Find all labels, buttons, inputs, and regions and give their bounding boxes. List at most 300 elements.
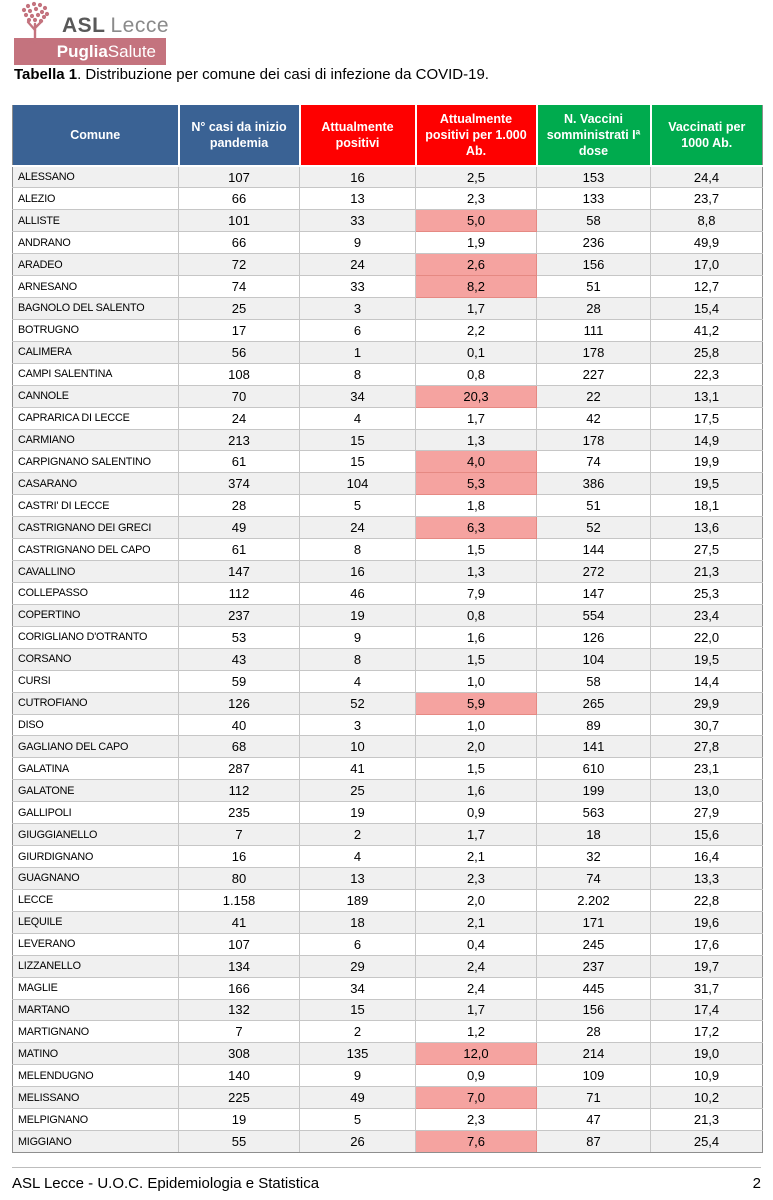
cell-positivi-per-1000: 2,0: [416, 889, 537, 911]
cell-comune: CARPIGNANO SALENTINO: [13, 451, 179, 473]
cell-vaccini-prima-dose: 51: [537, 495, 651, 517]
cell-attualmente-positivi: 13: [300, 868, 416, 890]
cell-casi-totali: 7: [179, 1021, 300, 1043]
cell-positivi-per-1000: 0,1: [416, 341, 537, 363]
salute-text: Salute: [107, 41, 156, 61]
table-title-rest: . Distribuzione per comune dei casi di infezione da COVID-19.: [77, 66, 489, 83]
cell-positivi-per-1000: 5,0: [416, 210, 537, 232]
cell-vaccini-prima-dose: 109: [537, 1065, 651, 1087]
cell-vaccinati-per-1000: 27,9: [651, 802, 763, 824]
table-row: [13, 166, 763, 188]
cell-positivi-per-1000: 7,6: [416, 1131, 537, 1153]
cell-comune: GALLIPOLI: [13, 802, 179, 824]
cell-attualmente-positivi: 8: [300, 539, 416, 561]
table-row: [13, 824, 763, 846]
cell-vaccinati-per-1000: 19,7: [651, 955, 763, 977]
cell-attualmente-positivi: 16: [300, 561, 416, 583]
puglia-text: Puglia: [56, 41, 108, 61]
cell-positivi-per-1000: 1,7: [416, 999, 537, 1021]
cell-vaccinati-per-1000: 41,2: [651, 319, 763, 341]
table-header-row: [13, 104, 763, 166]
table-row: [13, 298, 763, 320]
cell-vaccinati-per-1000: 17,6: [651, 933, 763, 955]
table-row: [13, 561, 763, 583]
cell-casi-totali: 126: [179, 692, 300, 714]
cell-attualmente-positivi: 3: [300, 298, 416, 320]
cell-casi-totali: 41: [179, 911, 300, 933]
cell-vaccini-prima-dose: 42: [537, 407, 651, 429]
cell-vaccini-prima-dose: 237: [537, 955, 651, 977]
cell-vaccinati-per-1000: 23,1: [651, 758, 763, 780]
cell-positivi-per-1000: 0,8: [416, 363, 537, 385]
cell-comune: LEQUILE: [13, 911, 179, 933]
cell-vaccinati-per-1000: 15,6: [651, 824, 763, 846]
table-row: [13, 232, 763, 254]
table-row: [13, 210, 763, 232]
cell-positivi-per-1000: 2,3: [416, 188, 537, 210]
cell-casi-totali: 43: [179, 648, 300, 670]
column-header-2: N° casi da inizio pandemia: [179, 104, 300, 166]
cell-comune: MAGLIE: [13, 977, 179, 999]
cell-vaccini-prima-dose: 386: [537, 473, 651, 495]
cell-comune: ALESSANO: [13, 166, 179, 188]
cell-attualmente-positivi: 46: [300, 583, 416, 605]
cell-vaccinati-per-1000: 23,4: [651, 604, 763, 626]
column-header-5: N. Vaccini somministrati Iª dose: [537, 104, 651, 166]
cell-casi-totali: 213: [179, 429, 300, 451]
cell-casi-totali: 72: [179, 254, 300, 276]
cell-attualmente-positivi: 52: [300, 692, 416, 714]
cell-comune: GALATINA: [13, 758, 179, 780]
cell-positivi-per-1000: 1,3: [416, 561, 537, 583]
cell-positivi-per-1000: 0,4: [416, 933, 537, 955]
cell-comune: ALEZIO: [13, 188, 179, 210]
cell-attualmente-positivi: 135: [300, 1043, 416, 1065]
lecce-text: Lecce: [110, 14, 170, 37]
cell-comune: GALATONE: [13, 780, 179, 802]
cell-vaccini-prima-dose: 126: [537, 626, 651, 648]
cell-vaccini-prima-dose: 610: [537, 758, 651, 780]
table-row: [13, 758, 763, 780]
cell-positivi-per-1000: 12,0: [416, 1043, 537, 1065]
cell-vaccini-prima-dose: 178: [537, 429, 651, 451]
cell-vaccinati-per-1000: 10,9: [651, 1065, 763, 1087]
cell-attualmente-positivi: 24: [300, 517, 416, 539]
cell-positivi-per-1000: 2,0: [416, 736, 537, 758]
cell-casi-totali: 74: [179, 276, 300, 298]
table-row: [13, 385, 763, 407]
cell-attualmente-positivi: 6: [300, 319, 416, 341]
cell-comune: CANNOLE: [13, 385, 179, 407]
cell-positivi-per-1000: 1,2: [416, 1021, 537, 1043]
cell-comune: CORIGLIANO D'OTRANTO: [13, 626, 179, 648]
cell-comune: CARMIANO: [13, 429, 179, 451]
cell-vaccinati-per-1000: 16,4: [651, 846, 763, 868]
cell-vaccinati-per-1000: 13,6: [651, 517, 763, 539]
cell-vaccinati-per-1000: 21,3: [651, 1109, 763, 1131]
cell-positivi-per-1000: 1,5: [416, 539, 537, 561]
cell-vaccinati-per-1000: 29,9: [651, 692, 763, 714]
cell-positivi-per-1000: 6,3: [416, 517, 537, 539]
cell-casi-totali: 107: [179, 166, 300, 188]
table-row: [13, 429, 763, 451]
table-row: [13, 1131, 763, 1153]
cell-comune: LECCE: [13, 889, 179, 911]
cell-vaccinati-per-1000: 19,0: [651, 1043, 763, 1065]
cell-vaccinati-per-1000: 15,4: [651, 298, 763, 320]
cell-comune: ARADEO: [13, 254, 179, 276]
cell-comune: CORSANO: [13, 648, 179, 670]
table-title: [14, 66, 489, 83]
cell-vaccini-prima-dose: 199: [537, 780, 651, 802]
cell-comune: CALIMERA: [13, 341, 179, 363]
cell-vaccinati-per-1000: 22,3: [651, 363, 763, 385]
cell-positivi-per-1000: 2,3: [416, 1109, 537, 1131]
cell-positivi-per-1000: 0,9: [416, 802, 537, 824]
cell-positivi-per-1000: 4,0: [416, 451, 537, 473]
cell-attualmente-positivi: 104: [300, 473, 416, 495]
cell-vaccini-prima-dose: 153: [537, 166, 651, 188]
cell-attualmente-positivi: 8: [300, 648, 416, 670]
cell-vaccini-prima-dose: 58: [537, 670, 651, 692]
cell-casi-totali: 59: [179, 670, 300, 692]
cell-vaccini-prima-dose: 104: [537, 648, 651, 670]
table-row: [13, 648, 763, 670]
cell-attualmente-positivi: 4: [300, 846, 416, 868]
cell-comune: MARTIGNANO: [13, 1021, 179, 1043]
cell-comune: CAMPI SALENTINA: [13, 363, 179, 385]
cell-positivi-per-1000: 2,4: [416, 977, 537, 999]
table-row: [13, 868, 763, 890]
cell-casi-totali: 308: [179, 1043, 300, 1065]
cell-attualmente-positivi: 1: [300, 341, 416, 363]
cell-attualmente-positivi: 10: [300, 736, 416, 758]
cell-vaccinati-per-1000: 13,1: [651, 385, 763, 407]
cell-casi-totali: 112: [179, 583, 300, 605]
table-row: [13, 714, 763, 736]
cell-casi-totali: 55: [179, 1131, 300, 1153]
table-row: [13, 889, 763, 911]
cell-comune: GIUGGIANELLO: [13, 824, 179, 846]
cell-attualmente-positivi: 5: [300, 1109, 416, 1131]
cell-vaccini-prima-dose: 89: [537, 714, 651, 736]
cell-comune: CASTRI' DI LECCE: [13, 495, 179, 517]
cell-comune: MELENDUGNO: [13, 1065, 179, 1087]
cell-comune: CASTRIGNANO DEI GRECI: [13, 517, 179, 539]
table-row: [13, 1087, 763, 1109]
table-title-bold: Tabella 1: [14, 66, 78, 83]
cell-attualmente-positivi: 19: [300, 802, 416, 824]
cell-vaccini-prima-dose: 171: [537, 911, 651, 933]
cell-comune: CASTRIGNANO DEL CAPO: [13, 539, 179, 561]
cell-vaccini-prima-dose: 2.202: [537, 889, 651, 911]
cell-vaccini-prima-dose: 133: [537, 188, 651, 210]
table-row: [13, 1021, 763, 1043]
table-row: [13, 955, 763, 977]
cell-casi-totali: 101: [179, 210, 300, 232]
cell-comune: CUTROFIANO: [13, 692, 179, 714]
cell-vaccini-prima-dose: 71: [537, 1087, 651, 1109]
cell-vaccinati-per-1000: 31,7: [651, 977, 763, 999]
cell-attualmente-positivi: 19: [300, 604, 416, 626]
table-row: [13, 319, 763, 341]
asl-text: ASL: [62, 14, 106, 37]
cell-positivi-per-1000: 1,0: [416, 714, 537, 736]
table-row: [13, 583, 763, 605]
table-row: [13, 539, 763, 561]
cell-casi-totali: 1.158: [179, 889, 300, 911]
cell-attualmente-positivi: 25: [300, 780, 416, 802]
cell-comune: LEVERANO: [13, 933, 179, 955]
cell-vaccinati-per-1000: 22,0: [651, 626, 763, 648]
cell-positivi-per-1000: 1,0: [416, 670, 537, 692]
cell-comune: GUAGNANO: [13, 868, 179, 890]
cell-comune: GIURDIGNANO: [13, 846, 179, 868]
cell-casi-totali: 134: [179, 955, 300, 977]
cell-positivi-per-1000: 0,9: [416, 1065, 537, 1087]
cell-vaccini-prima-dose: 563: [537, 802, 651, 824]
cell-vaccinati-per-1000: 49,9: [651, 232, 763, 254]
table-row: [13, 604, 763, 626]
cell-casi-totali: 287: [179, 758, 300, 780]
cell-casi-totali: 147: [179, 561, 300, 583]
cell-casi-totali: 225: [179, 1087, 300, 1109]
cell-attualmente-positivi: 4: [300, 670, 416, 692]
cell-vaccini-prima-dose: 147: [537, 583, 651, 605]
cell-positivi-per-1000: 1,6: [416, 626, 537, 648]
cell-casi-totali: 7: [179, 824, 300, 846]
cell-comune: BAGNOLO DEL SALENTO: [13, 298, 179, 320]
cell-vaccini-prima-dose: 32: [537, 846, 651, 868]
table-row: [13, 802, 763, 824]
cell-attualmente-positivi: 5: [300, 495, 416, 517]
table-row: [13, 846, 763, 868]
cell-vaccinati-per-1000: 21,3: [651, 561, 763, 583]
cell-comune: MELISSANO: [13, 1087, 179, 1109]
cell-casi-totali: 28: [179, 495, 300, 517]
cell-casi-totali: 40: [179, 714, 300, 736]
cell-comune: MATINO: [13, 1043, 179, 1065]
column-header-4: Attualmente positivi per 1.000 Ab.: [416, 104, 537, 166]
cell-vaccinati-per-1000: 25,3: [651, 583, 763, 605]
cell-attualmente-positivi: 49: [300, 1087, 416, 1109]
cell-attualmente-positivi: 3: [300, 714, 416, 736]
cell-vaccinati-per-1000: 22,8: [651, 889, 763, 911]
table-row: [13, 736, 763, 758]
cell-vaccini-prima-dose: 28: [537, 1021, 651, 1043]
cell-positivi-per-1000: 0,8: [416, 604, 537, 626]
cell-comune: DISO: [13, 714, 179, 736]
cell-vaccinati-per-1000: 18,1: [651, 495, 763, 517]
cell-casi-totali: 80: [179, 868, 300, 890]
table-row: [13, 692, 763, 714]
cell-positivi-per-1000: 7,9: [416, 583, 537, 605]
cell-casi-totali: 53: [179, 626, 300, 648]
cell-vaccinati-per-1000: 27,5: [651, 539, 763, 561]
cell-positivi-per-1000: 8,2: [416, 276, 537, 298]
table-row: [13, 999, 763, 1021]
cell-positivi-per-1000: 2,5: [416, 166, 537, 188]
table-body: [13, 166, 763, 1152]
table-row: [13, 670, 763, 692]
cell-comune: CURSI: [13, 670, 179, 692]
cell-vaccini-prima-dose: 156: [537, 999, 651, 1021]
cell-vaccini-prima-dose: 245: [537, 933, 651, 955]
cell-attualmente-positivi: 34: [300, 385, 416, 407]
cell-casi-totali: 61: [179, 539, 300, 561]
table-row: [13, 1043, 763, 1065]
cell-positivi-per-1000: 1,3: [416, 429, 537, 451]
cell-positivi-per-1000: 2,3: [416, 868, 537, 890]
asl-lecce-logo: [14, 0, 169, 65]
cell-vaccinati-per-1000: 8,8: [651, 210, 763, 232]
cell-positivi-per-1000: 7,0: [416, 1087, 537, 1109]
cell-attualmente-positivi: 2: [300, 824, 416, 846]
cell-casi-totali: 108: [179, 363, 300, 385]
cell-vaccinati-per-1000: 17,5: [651, 407, 763, 429]
cell-attualmente-positivi: 189: [300, 889, 416, 911]
table-row: [13, 276, 763, 298]
cell-casi-totali: 16: [179, 846, 300, 868]
cell-comune: COLLEPASSO: [13, 583, 179, 605]
cell-vaccini-prima-dose: 111: [537, 319, 651, 341]
table-row: [13, 626, 763, 648]
cell-vaccini-prima-dose: 52: [537, 517, 651, 539]
cell-casi-totali: 107: [179, 933, 300, 955]
table-row: [13, 407, 763, 429]
cell-vaccini-prima-dose: 58: [537, 210, 651, 232]
cell-comune: MELPIGNANO: [13, 1109, 179, 1131]
cell-attualmente-positivi: 4: [300, 407, 416, 429]
cell-vaccini-prima-dose: 227: [537, 363, 651, 385]
table-row: [13, 254, 763, 276]
cell-casi-totali: 166: [179, 977, 300, 999]
cell-vaccini-prima-dose: 18: [537, 824, 651, 846]
cell-attualmente-positivi: 26: [300, 1131, 416, 1153]
cell-attualmente-positivi: 29: [300, 955, 416, 977]
cell-casi-totali: 235: [179, 802, 300, 824]
cell-casi-totali: 61: [179, 451, 300, 473]
cell-positivi-per-1000: 1,6: [416, 780, 537, 802]
cell-vaccinati-per-1000: 30,7: [651, 714, 763, 736]
cell-positivi-per-1000: 2,2: [416, 319, 537, 341]
cell-casi-totali: 374: [179, 473, 300, 495]
table-row: [13, 341, 763, 363]
cell-vaccinati-per-1000: 12,7: [651, 276, 763, 298]
table-row: [13, 517, 763, 539]
cell-comune: LIZZANELLO: [13, 955, 179, 977]
cell-vaccini-prima-dose: 265: [537, 692, 651, 714]
covid-distribution-table: [12, 103, 763, 1153]
cell-attualmente-positivi: 15: [300, 451, 416, 473]
cell-comune: CAPRARICA DI LECCE: [13, 407, 179, 429]
table-row: [13, 911, 763, 933]
cell-positivi-per-1000: 5,3: [416, 473, 537, 495]
cell-positivi-per-1000: 1,7: [416, 824, 537, 846]
cell-casi-totali: 56: [179, 341, 300, 363]
cell-comune: ALLISTE: [13, 210, 179, 232]
cell-casi-totali: 17: [179, 319, 300, 341]
cell-vaccinati-per-1000: 19,6: [651, 911, 763, 933]
cell-vaccinati-per-1000: 23,7: [651, 188, 763, 210]
table-row: [13, 451, 763, 473]
cell-casi-totali: 70: [179, 385, 300, 407]
table-row: [13, 495, 763, 517]
cell-positivi-per-1000: 2,6: [416, 254, 537, 276]
cell-casi-totali: 25: [179, 298, 300, 320]
cell-attualmente-positivi: 9: [300, 1065, 416, 1087]
cell-comune: COPERTINO: [13, 604, 179, 626]
cell-vaccinati-per-1000: 17,2: [651, 1021, 763, 1043]
cell-positivi-per-1000: 1,7: [416, 407, 537, 429]
cell-vaccini-prima-dose: 74: [537, 451, 651, 473]
cell-comune: BOTRUGNO: [13, 319, 179, 341]
cell-attualmente-positivi: 13: [300, 188, 416, 210]
cell-attualmente-positivi: 18: [300, 911, 416, 933]
footer-org-label: ASL Lecce - U.O.C. Epidemiologia e Statistica: [12, 1175, 320, 1192]
cell-vaccini-prima-dose: 178: [537, 341, 651, 363]
cell-attualmente-positivi: 9: [300, 232, 416, 254]
table-row: [13, 780, 763, 802]
cell-positivi-per-1000: 2,1: [416, 846, 537, 868]
cell-attualmente-positivi: 8: [300, 363, 416, 385]
cell-positivi-per-1000: 20,3: [416, 385, 537, 407]
column-header-6: Vaccinati per 1000 Ab.: [651, 104, 763, 166]
cell-casi-totali: 19: [179, 1109, 300, 1131]
cell-attualmente-positivi: 15: [300, 429, 416, 451]
column-header-1: Comune: [13, 104, 179, 166]
cell-attualmente-positivi: 34: [300, 977, 416, 999]
cell-attualmente-positivi: 41: [300, 758, 416, 780]
cell-vaccinati-per-1000: 17,4: [651, 999, 763, 1021]
cell-comune: MIGGIANO: [13, 1131, 179, 1153]
cell-positivi-per-1000: 1,8: [416, 495, 537, 517]
cell-attualmente-positivi: 33: [300, 276, 416, 298]
cell-vaccini-prima-dose: 554: [537, 604, 651, 626]
cell-casi-totali: 66: [179, 232, 300, 254]
cell-comune: MARTANO: [13, 999, 179, 1021]
table-row: [13, 977, 763, 999]
cell-positivi-per-1000: 1,5: [416, 758, 537, 780]
table-row: [13, 473, 763, 495]
page-footer: [12, 1167, 761, 1192]
cell-vaccini-prima-dose: 156: [537, 254, 651, 276]
cell-attualmente-positivi: 33: [300, 210, 416, 232]
table-header: [13, 104, 763, 166]
cell-vaccinati-per-1000: 14,9: [651, 429, 763, 451]
cell-casi-totali: 112: [179, 780, 300, 802]
cell-vaccinati-per-1000: 27,8: [651, 736, 763, 758]
cell-casi-totali: 68: [179, 736, 300, 758]
cell-comune: CASARANO: [13, 473, 179, 495]
cell-comune: ARNESANO: [13, 276, 179, 298]
table-row: [13, 933, 763, 955]
cell-vaccini-prima-dose: 141: [537, 736, 651, 758]
cell-vaccinati-per-1000: 24,4: [651, 166, 763, 188]
table-row: [13, 188, 763, 210]
cell-vaccini-prima-dose: 445: [537, 977, 651, 999]
cell-vaccinati-per-1000: 14,4: [651, 670, 763, 692]
page-number: 2: [752, 1175, 761, 1192]
cell-vaccini-prima-dose: 214: [537, 1043, 651, 1065]
cell-positivi-per-1000: 2,4: [416, 955, 537, 977]
cell-casi-totali: 237: [179, 604, 300, 626]
cell-vaccinati-per-1000: 13,0: [651, 780, 763, 802]
cell-vaccini-prima-dose: 74: [537, 868, 651, 890]
cell-vaccinati-per-1000: 10,2: [651, 1087, 763, 1109]
cell-vaccinati-per-1000: 19,5: [651, 473, 763, 495]
cell-attualmente-positivi: 2: [300, 1021, 416, 1043]
